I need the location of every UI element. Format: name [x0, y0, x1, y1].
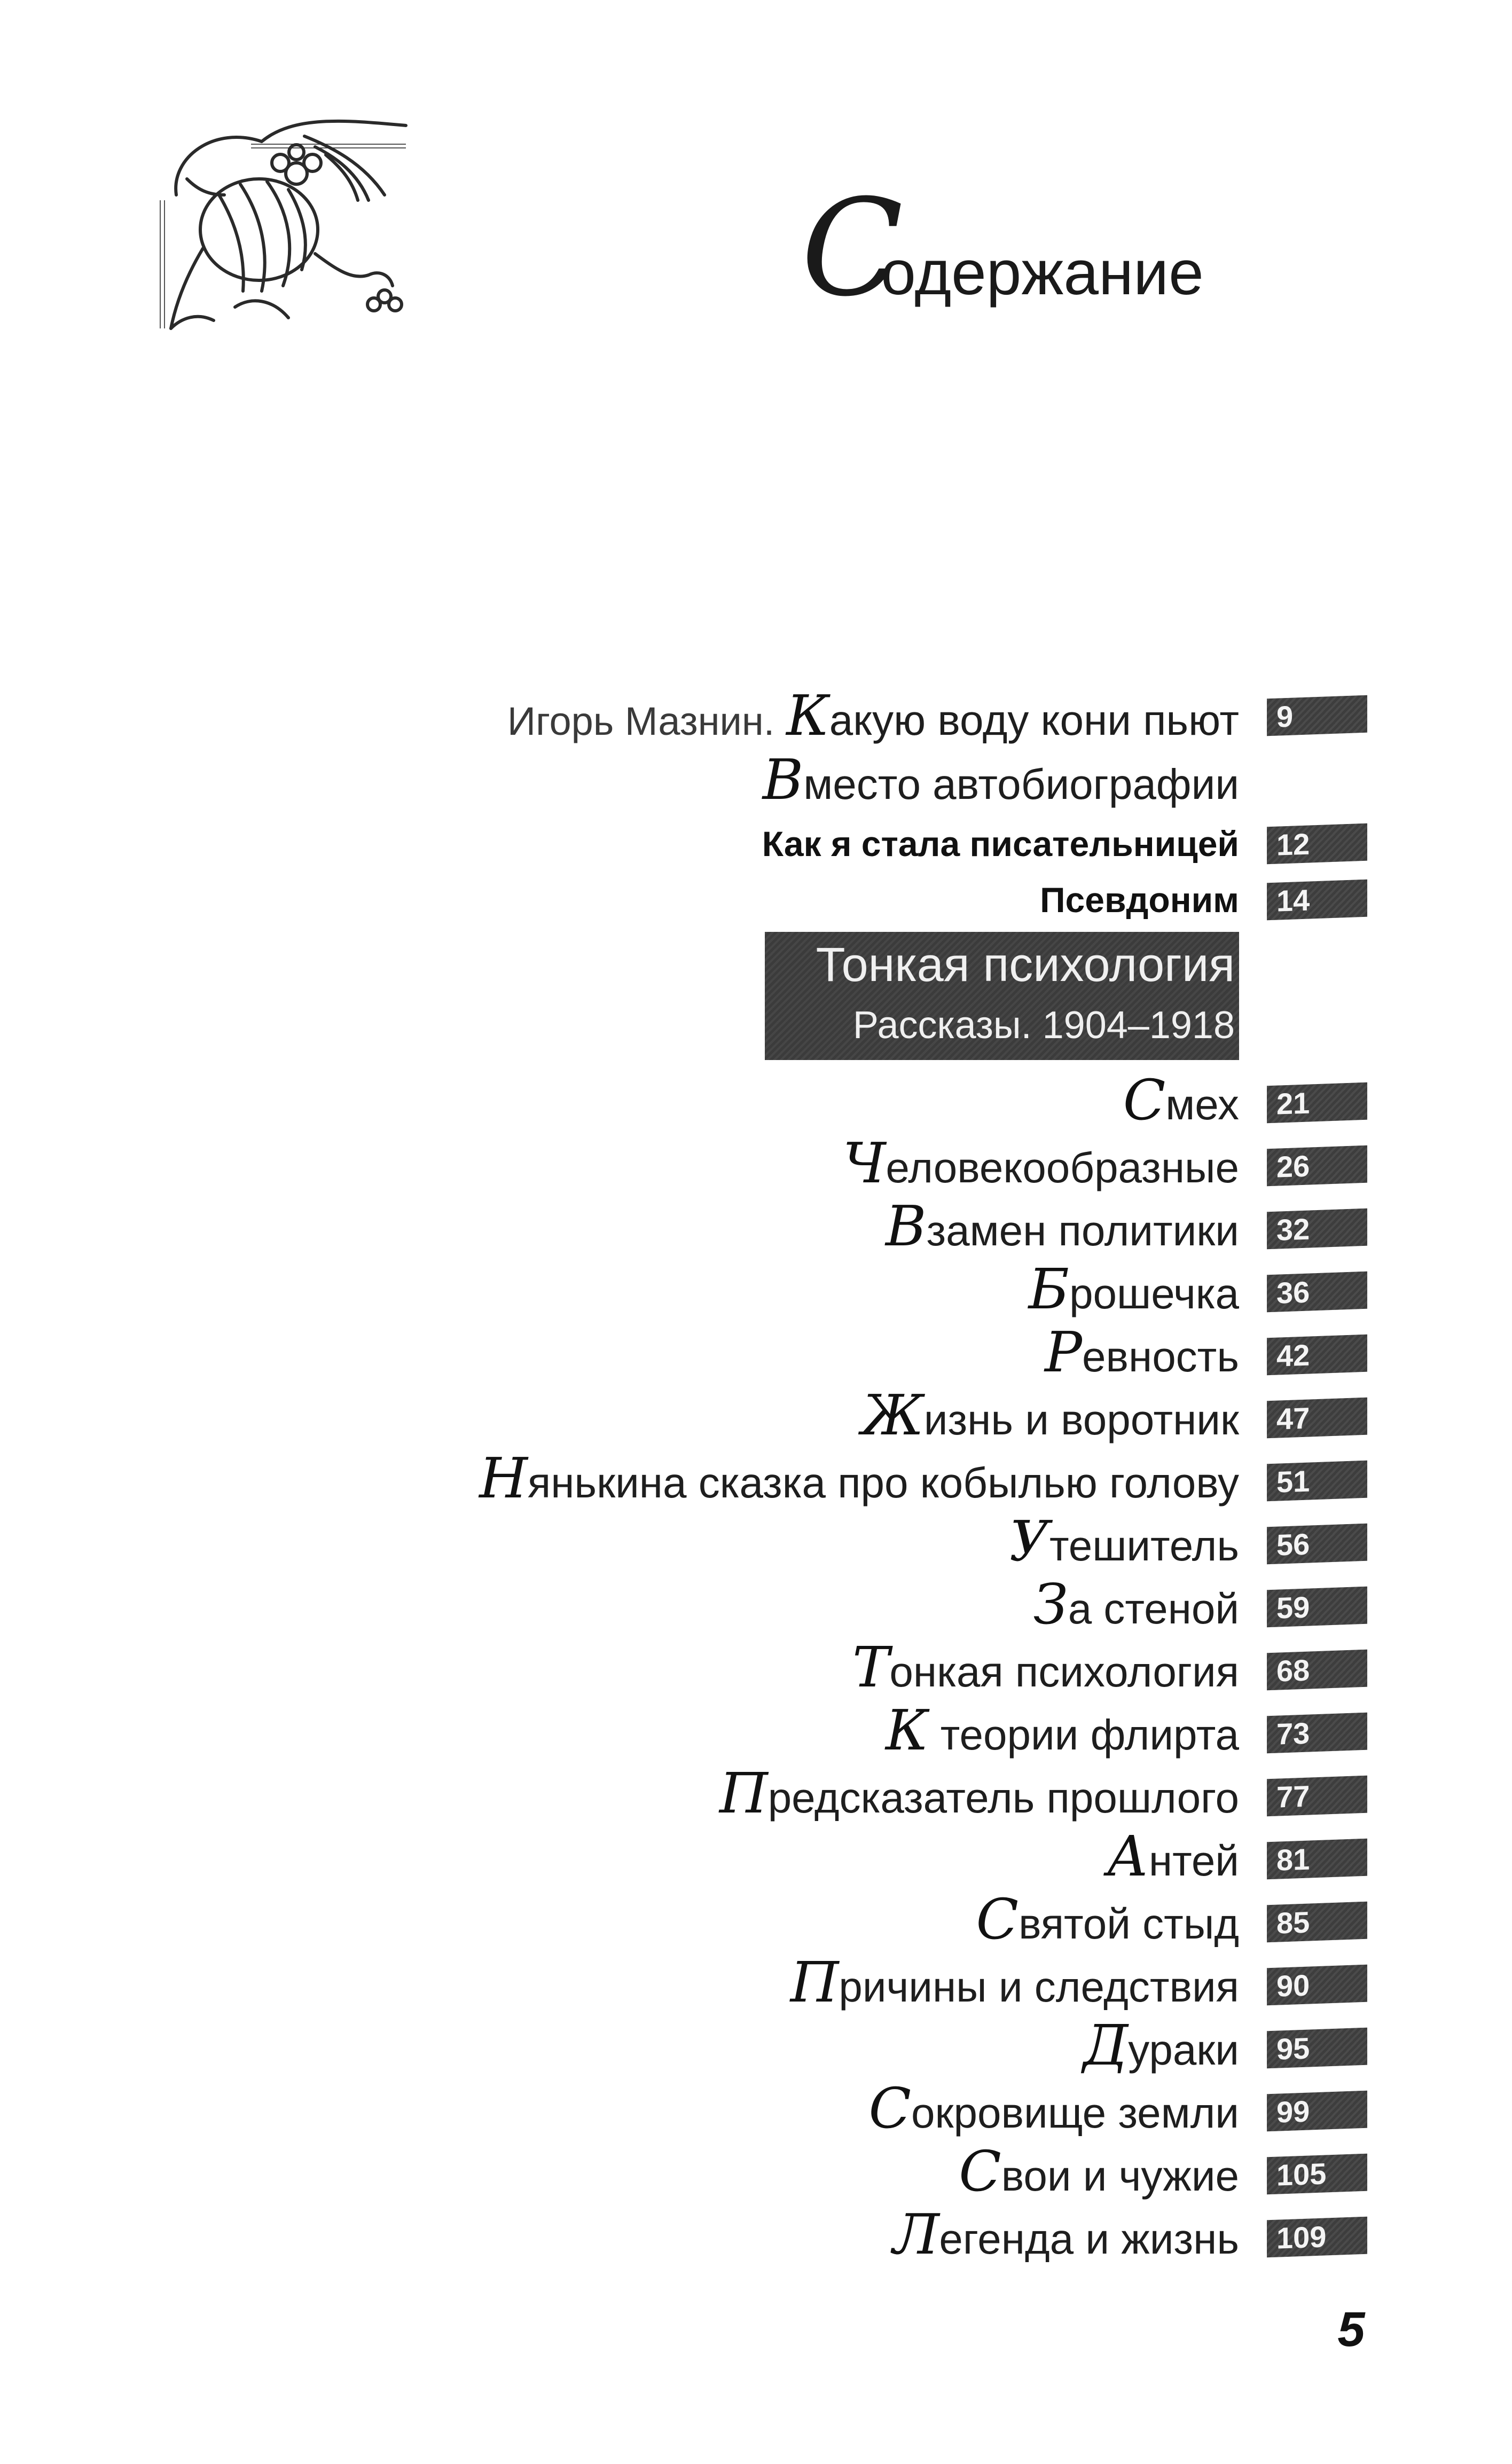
- page-number-badge: 77: [1267, 1776, 1367, 1817]
- entry-initial: В: [886, 1194, 927, 1259]
- toc-entry[interactable]: [374, 684, 1239, 748]
- entry-title: рошечка: [1069, 1270, 1239, 1317]
- entry-initial: В: [762, 747, 804, 812]
- page-number-badge: 9: [1267, 695, 1367, 736]
- toc-subentry[interactable]: [374, 868, 1239, 932]
- page-number-badge: 21: [1267, 1082, 1367, 1124]
- toc-entry[interactable]: [374, 1824, 1239, 1888]
- toc-entry[interactable]: [374, 2076, 1239, 2140]
- entry-initial: П: [790, 1950, 839, 2015]
- toc-entry[interactable]: [374, 1950, 1239, 2014]
- entry-title: янькина сказка про кобылью голову: [527, 1459, 1239, 1506]
- entry-initial: К: [786, 683, 829, 748]
- section-title: Тонкая психология: [816, 938, 1235, 992]
- page-number: 5: [1337, 2302, 1365, 2357]
- page-number-badge: 36: [1267, 1272, 1367, 1313]
- page-number-badge: 95: [1267, 2028, 1367, 2069]
- entry-author: Игорь Мазнин.: [507, 699, 775, 743]
- entry-initial: Ж: [861, 1383, 924, 1448]
- entry-title: место автобиографии: [803, 760, 1239, 808]
- entry-initial: С: [976, 1887, 1019, 1952]
- entry-title: еловекообразные: [886, 1144, 1239, 1191]
- entry-initial: Н: [479, 1446, 528, 1511]
- page-number-badge: 42: [1267, 1335, 1367, 1376]
- page-number-badge: 85: [1267, 1902, 1367, 1943]
- entry-initial: А: [1107, 1824, 1149, 1889]
- entry-title: изнь и воротник: [923, 1396, 1239, 1443]
- entry-title: ричины и следствия: [839, 1963, 1239, 2011]
- entry-title: евность: [1082, 1333, 1239, 1380]
- toc-entry[interactable]: [374, 2013, 1239, 2077]
- entry-initial: К: [886, 1698, 929, 1763]
- entry-title: мех: [1165, 1081, 1239, 1128]
- entry-initial: Р: [1045, 1320, 1083, 1385]
- page-number-badge: 59: [1267, 1587, 1367, 1628]
- entry-title: онкая психология: [889, 1648, 1239, 1696]
- page-number-badge: 109: [1267, 2217, 1367, 2258]
- toc-entry[interactable]: [374, 748, 1239, 812]
- entry-title: ураки: [1128, 2026, 1239, 2074]
- entry-title: окровище земли: [911, 2089, 1239, 2137]
- toc-entry[interactable]: [374, 1509, 1239, 1573]
- entry-title: замен политики: [926, 1207, 1239, 1254]
- toc-entry[interactable]: [374, 1635, 1239, 1699]
- entry-initial: У: [1009, 1509, 1049, 1574]
- toc-entry[interactable]: [374, 1887, 1239, 1951]
- title-initial: С: [801, 170, 904, 326]
- toc-subentry[interactable]: [374, 812, 1239, 876]
- entry-initial: Л: [892, 2202, 939, 2267]
- toc-entry[interactable]: [374, 1320, 1239, 1384]
- entry-title: егенда и жизнь: [939, 2215, 1239, 2263]
- entry-title: Как я стала писательницей: [762, 824, 1239, 864]
- entry-initial: Т: [852, 1635, 890, 1700]
- entry-initial: Д: [1083, 2013, 1129, 2078]
- page-number-badge: 12: [1267, 823, 1367, 865]
- entry-initial: Б: [1028, 1257, 1070, 1322]
- section-heading: [765, 932, 1239, 1060]
- entry-title: нтей: [1148, 1837, 1239, 1885]
- page-number-badge: 47: [1267, 1398, 1367, 1439]
- toc-entry[interactable]: [374, 1572, 1239, 1636]
- entry-title: вятой стыд: [1019, 1900, 1239, 1948]
- page-number-badge: 68: [1267, 1650, 1367, 1691]
- toc-entry[interactable]: [374, 2139, 1239, 2203]
- toc-entry[interactable]: [374, 1257, 1239, 1321]
- entry-initial: С: [868, 2076, 912, 2141]
- section-subtitle: Рассказы. 1904–1918: [852, 1004, 1235, 1047]
- entry-title: редсказатель прошлого: [767, 1774, 1239, 1822]
- toc-entry[interactable]: [374, 1761, 1239, 1825]
- toc-entry[interactable]: [374, 2202, 1239, 2266]
- entry-title: а стеной: [1068, 1585, 1239, 1633]
- entry-title: Псевдоним: [1040, 880, 1239, 920]
- entry-title: акую воду кони пьют: [829, 696, 1239, 744]
- page-number-badge: 14: [1267, 880, 1367, 921]
- entry-initial: З: [1033, 1572, 1068, 1637]
- entry-title: тешитель: [1049, 1522, 1239, 1570]
- entry-initial: Ч: [842, 1131, 886, 1196]
- page-number-badge: 51: [1267, 1461, 1367, 1502]
- toc-entry[interactable]: [374, 1698, 1239, 1762]
- entry-title: теории флирта: [928, 1711, 1239, 1759]
- toc-entry[interactable]: [374, 1446, 1239, 1510]
- toc-entry[interactable]: [374, 1068, 1239, 1132]
- page-number-badge: 90: [1267, 1965, 1367, 2006]
- entry-initial: С: [959, 2139, 1001, 2204]
- page-number-badge: 73: [1267, 1713, 1367, 1754]
- page-number-badge: 81: [1267, 1839, 1367, 1880]
- floral-ornament-icon: [155, 115, 411, 334]
- page-number-badge: 99: [1267, 2091, 1367, 2132]
- toc-entry[interactable]: [374, 1194, 1239, 1258]
- entry-initial: П: [719, 1761, 768, 1826]
- title-text: одержание: [881, 238, 1204, 308]
- toc-entry[interactable]: [374, 1383, 1239, 1447]
- page-number-badge: 105: [1267, 2154, 1367, 2195]
- page-number-badge: 26: [1267, 1145, 1367, 1187]
- entry-initial: С: [1123, 1068, 1166, 1133]
- page-number-badge: 56: [1267, 1524, 1367, 1565]
- page-number-badge: 32: [1267, 1209, 1367, 1250]
- entry-title: вои и чужие: [1001, 2152, 1239, 2200]
- toc-entry[interactable]: [374, 1131, 1239, 1195]
- page-title: [801, 170, 1282, 326]
